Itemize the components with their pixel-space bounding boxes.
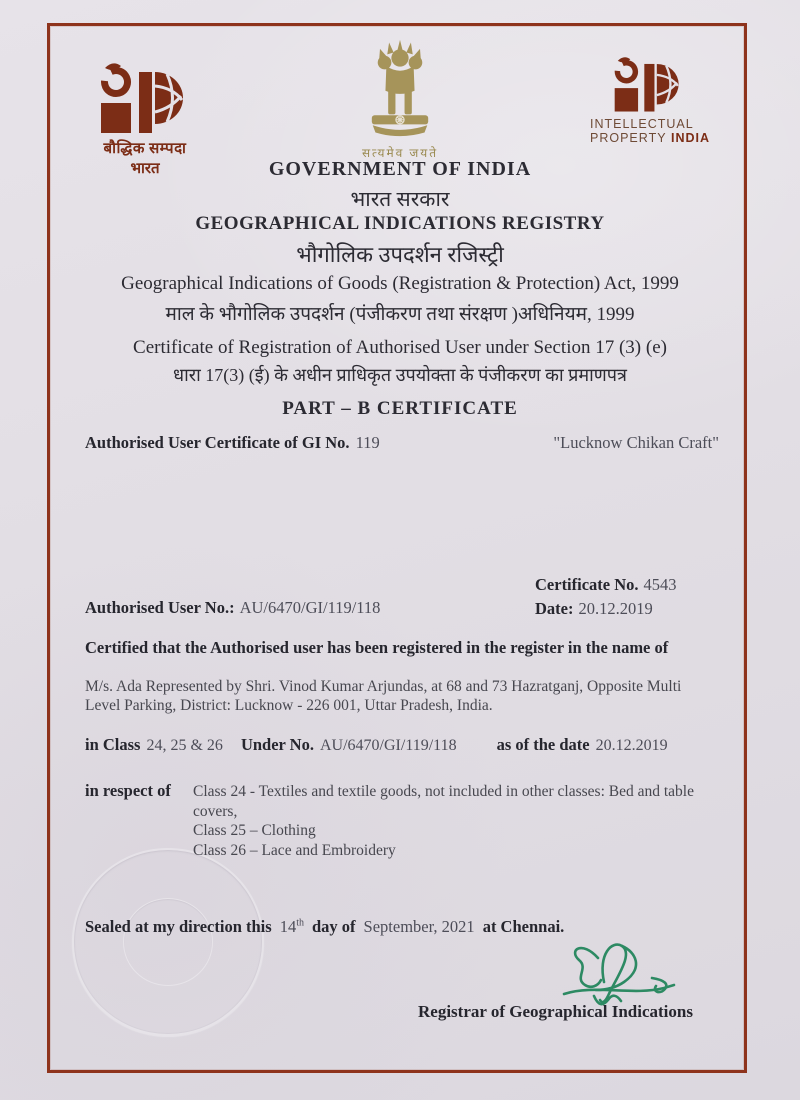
sealed-label2: day of xyxy=(311,917,356,936)
gi-number-row xyxy=(85,433,719,453)
authorised-user-number-value: AU/6470/GI/119/118 xyxy=(239,598,381,617)
holder-line1: M/s. Ada Represented by Shri. Vinod Kumar Arjundas, at 68 and 73 Hazratganj, Opposite Multi xyxy=(85,678,682,695)
class-25-line: Class 25 – Clothing xyxy=(193,822,316,839)
title-government-of-india: GOVERNMENT OF INDIA xyxy=(268,158,532,180)
gi-number-value: 119 xyxy=(355,433,380,452)
embossed-seal-inner-ring xyxy=(123,898,213,986)
logo-right-line1: INTELLECTUAL xyxy=(590,117,694,131)
sealed-statement xyxy=(85,917,564,937)
logo-right-india: INDIA xyxy=(671,131,711,145)
ip-logo-icon xyxy=(95,62,195,136)
title-act: Geographical Indications of Goods (Registration & Protection) Act, 1999 xyxy=(121,273,679,294)
logo-left-hindi-line2: भारत xyxy=(130,161,160,177)
class-24-line2: covers, xyxy=(193,802,238,820)
class-24-line1: Class 24 - Textiles and textile goods, not included in other classes: Bed and table xyxy=(193,783,694,800)
embossed-seal xyxy=(72,848,264,1036)
holder-details xyxy=(85,677,730,715)
title-certificate-section-hindi: धारा 17(3) (ई) के अधीन प्राधिकृत उपयोक्ता के पंजीकरण का प्रमाणपत्र xyxy=(173,365,627,385)
title-gi-registry-hindi: भौगोलिक उपदर्शन रजिस्ट्री xyxy=(296,242,504,267)
class-row xyxy=(85,735,668,755)
date-row xyxy=(535,599,653,619)
sealed-label3: at Chennai. xyxy=(482,917,565,936)
in-respect-of-label: in respect of xyxy=(85,781,171,800)
ashoka-emblem-icon xyxy=(359,38,441,138)
title-part-b-certificate: PART – B CERTIFICATE xyxy=(282,398,518,419)
holder-line2: Level Parking, District: Lucknow - 226 001, Uttar Pradesh, India. xyxy=(85,697,493,714)
certificate-number-value: 4543 xyxy=(643,575,677,594)
ip-india-logo-right xyxy=(590,56,724,145)
certified-statement: Certified that the Authorised user has been registered in the register in the name of xyxy=(85,638,669,657)
title-gi-registry: GEOGRAPHICAL INDICATIONS REGISTRY xyxy=(195,213,605,234)
as-of-date-value: 20.12.2019 xyxy=(595,737,668,754)
authorised-user-number-label: Authorised User No.: xyxy=(85,598,235,617)
goods-classes-list xyxy=(193,782,738,860)
sealed-label1: Sealed at my direction this xyxy=(85,917,272,936)
ip-logo-icon-right xyxy=(610,56,688,114)
logo-right-property: PROPERTY xyxy=(590,131,667,145)
gi-number-group xyxy=(85,433,380,453)
gi-number-label: Authorised User Certificate of GI No. xyxy=(85,433,350,452)
under-number-label: Under No. xyxy=(240,735,314,754)
registrar-signature xyxy=(552,938,684,1020)
class-26-line: Class 26 – Lace and Embroidery xyxy=(193,841,396,859)
date-label: Date: xyxy=(535,599,574,618)
registrar-title: Registrar of Geographical Indications xyxy=(418,1002,693,1021)
title-act-hindi: माल के भौगोलिक उपदर्शन (पंजीकरण तथा संरक्षण )अधिनियम, 1999 xyxy=(165,304,635,325)
under-number-value: AU/6470/GI/119/118 xyxy=(319,737,457,754)
class-label: in Class xyxy=(85,735,141,754)
sealed-day-number: 14 xyxy=(279,917,297,936)
authorised-user-number-row xyxy=(85,598,380,618)
emblem-motto: सत्यमेव जयते xyxy=(361,146,439,160)
gi-name: "Lucknow Chikan Craft" xyxy=(553,433,719,452)
sealed-day xyxy=(280,917,304,936)
certificate-number-row xyxy=(535,575,677,595)
national-emblem xyxy=(336,38,464,161)
date-value: 20.12.2019 xyxy=(578,599,653,618)
class-value: 24, 25 & 26 xyxy=(146,737,223,754)
sealed-date: September, 2021 xyxy=(363,917,475,936)
sealed-day-ordinal: th xyxy=(296,917,304,929)
certificate-number-label: Certificate No. xyxy=(535,575,639,594)
logo-right-line2 xyxy=(590,131,724,145)
logo-left-hindi-line1: बौद्धिक सम्पदा xyxy=(103,141,187,157)
as-of-date-label: as of the date xyxy=(496,735,590,754)
title-certificate-section: Certificate of Registration of Authorised User under Section 17 (3) (e) xyxy=(133,337,667,358)
title-government-of-india-hindi: भारत सरकार xyxy=(350,187,450,211)
